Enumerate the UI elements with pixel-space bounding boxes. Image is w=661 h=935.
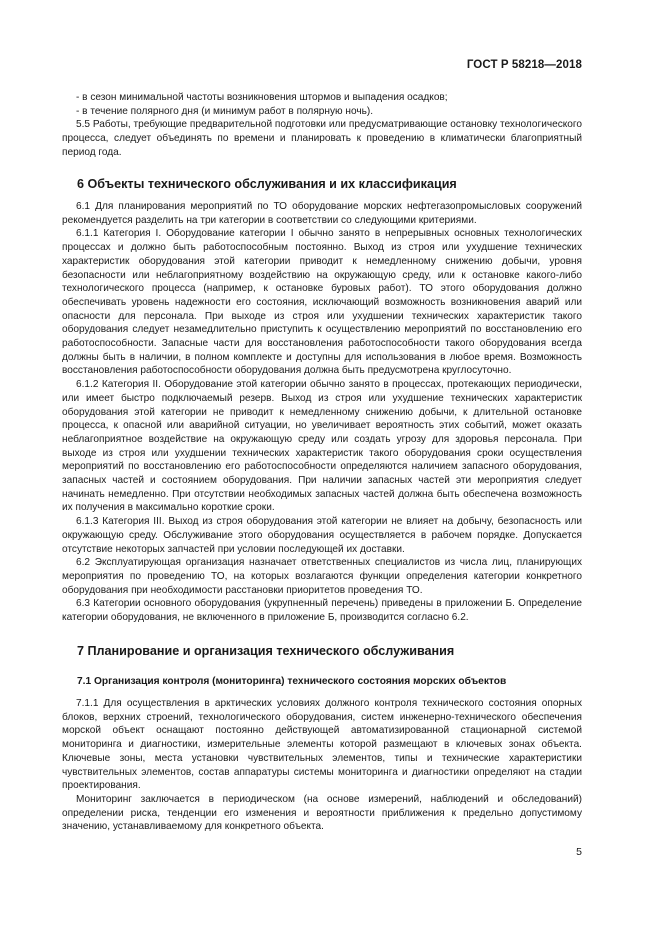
section-6-body <box>62 200 582 625</box>
paragraph-6-1-2: 6.1.2 Категория II. Оборудование этой категории обычно занято в процессах, протекающих периодически, или имеет быстро подключаемый резерв. Выход из строя или ухудшение технических характеристик оборудования этой категории не приводит к немедленному снижению добычи, к длительной остановке процесса, к опасной или аварийной ситуации, но увеличивает вероятность этих событий, может оказать неблагоприятное воздействие на окружающую среду или создать угрозу для здоровья персонала. При выходе из строя или ухудшении технических характеристик такого оборудования сроки осуществления мероприятий по восстановлению его работоспособности определяются наличием запасного оборудования, запасных частей и состоянием оборудования. При наличии запасных частей эти мероприятия следует начинать немедленно. При отсутствии необходимых запасных частей должна быть обеспечена возможность их получения в максимально короткие сроки. <box>62 379 582 514</box>
subsection-7-1-heading: 7.1 Организация контроля (мониторинга) технического состояния морских объектов <box>77 676 507 687</box>
paragraph-6-1-3: 6.1.3 Категория III. Выход из строя оборудования этой категории не влияет на добычу, безопасность или окружающую среду. Обслуживание этого оборудования осуществляется в рабочем порядке. Допускается отсутствие некоторых запчастей при условии последующей их доставки. <box>62 516 582 555</box>
bullet-item: - в течение полярного дня (и минимум работ в полярную ночь). <box>76 105 374 117</box>
page-number: 5 <box>576 846 582 858</box>
paragraph-7-1-1: 7.1.1 Для осуществления в арктических условиях должного контроля технического состояния опорных блоков, верхних строений, технологического оборудования, систем инженерно-технического обеспечения морской объект оснащают постоянно действующей автоматизированной стационарной системой мониторинга и диагностики, измерительные элементы которой размещают в ключевых зонах объекта. Ключевые зоны, места установки чувствительных элементов, типы и технические характеристики чувствительных элементов, состав аппаратуры системы мониторинга и диагностики определяют на стадии проектирования. <box>62 698 582 792</box>
document-header: ГОСТ Р 58218—2018 <box>466 59 582 71</box>
section-6-heading: 6 Объекты технического обслуживания и их классификация <box>77 177 457 191</box>
intro-block <box>62 91 582 160</box>
bullet-item: - в сезон минимальной частоты возникновения штормов и выпадения осадков; <box>76 92 448 103</box>
paragraph-6-2: 6.2 Эксплуатирующая организация назначает ответственных специалистов из числа лиц, планирующих мероприятия по проведению ТО, на которых возлагаются функции определения категории конкретного оборудования при необходимости расстановки приоритетов проведения ТО. <box>62 557 582 596</box>
section-7-body <box>62 697 582 834</box>
paragraph-6-1-1: 6.1.1 Категория I. Оборудование категории I обычно занято в непрерывных основных технологических процессах и должно быть работоспособным постоянно. Выход из строя или ухудшение технических характеристик оборудования этой категории приводит к немедленному снижению добычи, уровня безопасности или неблагоприятному воздействию на окружающую среду, или к остановке какого-либо технологического процесса (например, к остановке буровых работ). ТО этого оборудования должно обеспечивать уровень надежности его состояния, исключающий возможность возникновения аварий или опасности для персонала. При выходе из строя или ухудшении технических характеристик такого оборудования следует незамедлительно приступить к осуществлению мероприятий по восстановлению его работоспособности. Запасные части для восстановления работоспособности такого оборудования всегда должны быть в наличии, в полном комплекте и доступны для использования в любое время. Возможность восстановления работоспособности оборудования должна быть предусмотрена круглосуточно. <box>62 228 582 377</box>
paragraph-5-5: 5.5 Работы, требующие предварительной подготовки или предусматривающие остановку технологического процесса, следует объединять по времени и планировать к проведению в климатически благоприятный период года. <box>62 119 582 158</box>
paragraph-monitoring: Мониторинг заключается в периодическом (на основе измерений, наблюдений и обследований) определении риска, тенденции его изменения и вероятности приближения к предельно допустимому значению, устанавливаемому для конкретного объекта. <box>62 793 582 833</box>
section-7-heading: 7 Планирование и организация технического обслуживания <box>77 644 455 658</box>
paragraph-6-3: 6.3 Категории основного оборудования (укрупненный перечень) приведены в приложении Б. Определение категории оборудования, не включенного в приложение Б, производится согласно 6.2. <box>62 598 582 624</box>
paragraph-6-1: 6.1 Для планирования мероприятий по ТО оборудование морских нефтегазопромысловых сооружений рекомендуется разделить на три категории в соответствии со следующими критериями. <box>62 201 582 226</box>
